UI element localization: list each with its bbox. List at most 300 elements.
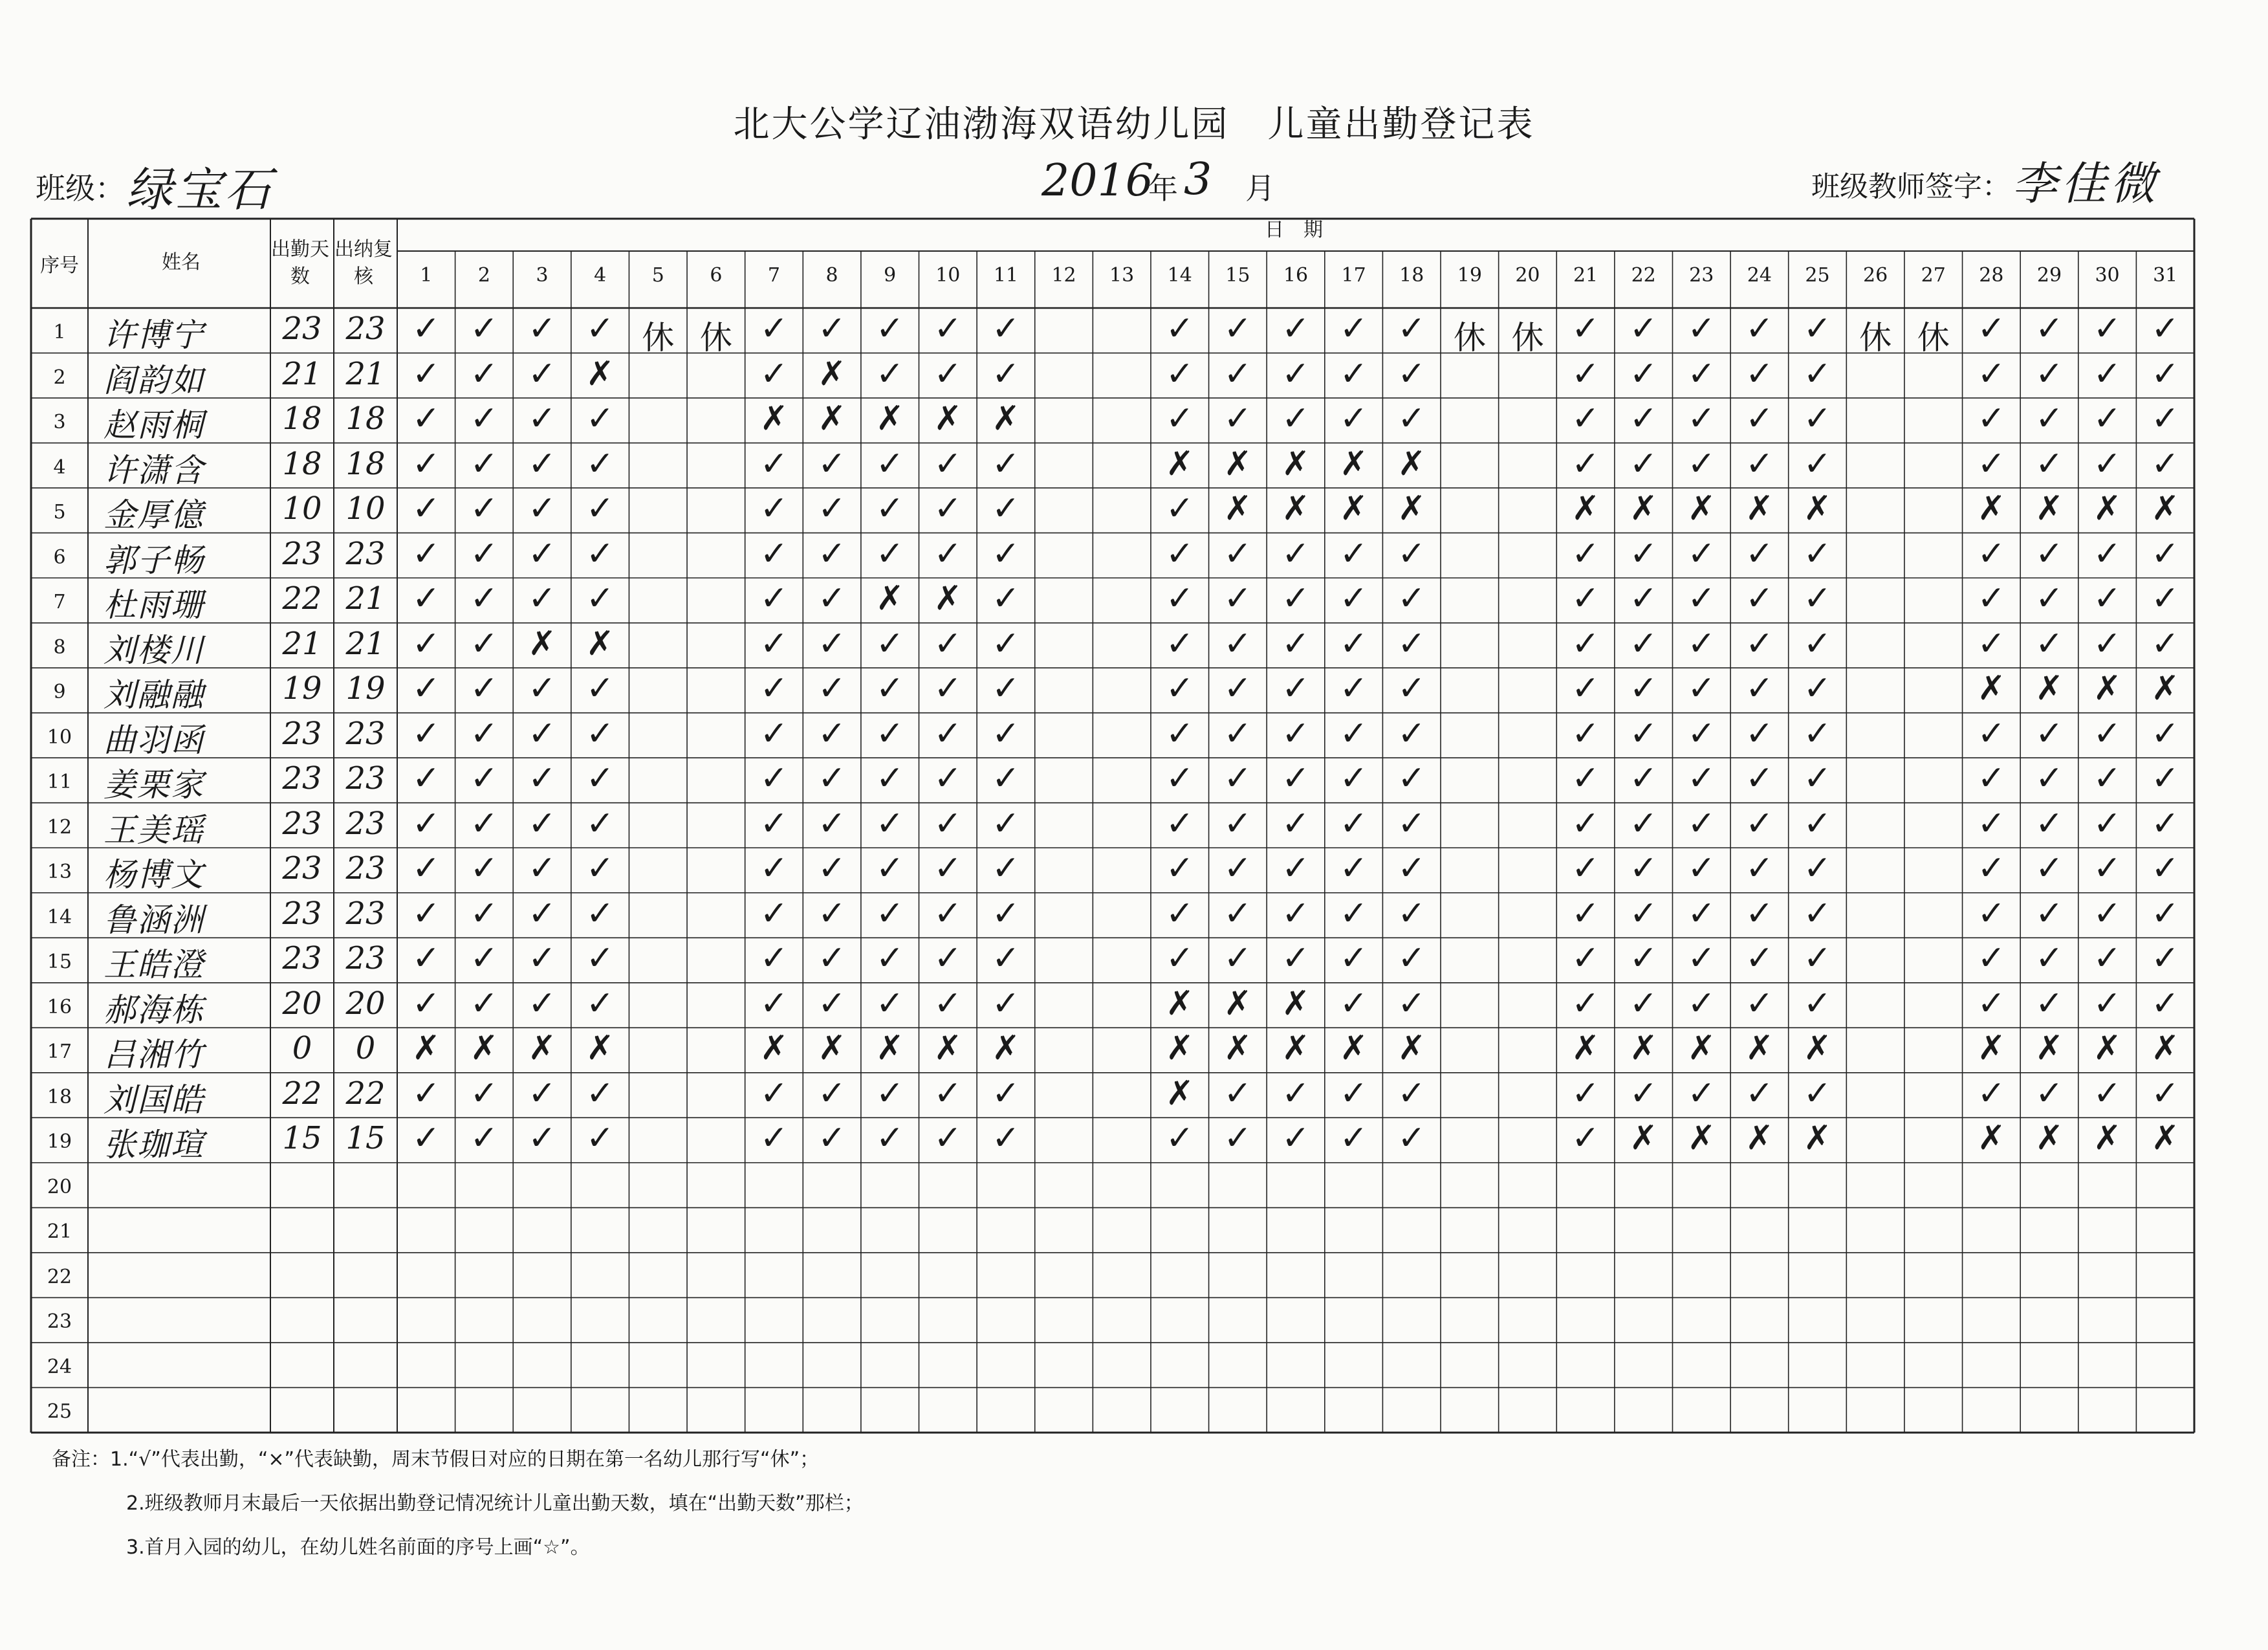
present-check-mark: ✓: [1281, 714, 1310, 753]
day-header: 5: [651, 264, 664, 287]
day-header: 15: [1225, 264, 1250, 287]
attendance-days: 10: [282, 490, 322, 527]
present-check-mark: ✓: [2035, 624, 2064, 663]
student-name: 郝海栋: [104, 991, 204, 1029]
present-check-mark: ✓: [2035, 759, 2064, 798]
student-name: 王美瑶: [104, 811, 204, 849]
present-check-mark: ✓: [470, 849, 499, 888]
class-name: 绿宝石: [126, 162, 274, 217]
present-check-mark: ✓: [1165, 939, 1194, 978]
present-check-mark: ✓: [412, 534, 441, 573]
present-check-mark: ✓: [1803, 939, 1832, 978]
absent-x-mark: ✗: [875, 579, 904, 619]
present-check-mark: ✓: [992, 309, 1020, 348]
present-check-mark: ✓: [875, 849, 904, 888]
absent-x-mark: ✗: [1281, 489, 1310, 529]
present-check-mark: ✓: [585, 309, 615, 348]
review-days: 10: [345, 490, 386, 527]
present-check-mark: ✓: [933, 534, 963, 573]
present-check-mark: ✓: [1339, 759, 1368, 798]
present-check-mark: ✓: [759, 309, 789, 348]
absent-x-mark: ✗: [1223, 489, 1252, 529]
present-check-mark: ✓: [933, 939, 963, 978]
present-check-mark: ✓: [1629, 984, 1658, 1023]
present-check-mark: ✓: [933, 354, 963, 393]
month-value: 3: [1184, 154, 1212, 205]
present-check-mark: ✓: [2035, 849, 2064, 888]
student-name: 杨博文: [104, 856, 204, 894]
absent-x-mark: ✗: [759, 399, 789, 439]
present-check-mark: ✓: [1223, 1119, 1252, 1158]
absent-x-mark: ✗: [1571, 1029, 1600, 1068]
row-seq: 2: [53, 366, 66, 389]
row-seq: 13: [47, 861, 72, 884]
present-check-mark: ✓: [1223, 849, 1252, 888]
absent-x-mark: ✗: [933, 399, 963, 439]
present-check-mark: ✓: [2093, 984, 2122, 1023]
student-name: 金厚億: [104, 496, 204, 534]
present-check-mark: ✓: [992, 1119, 1020, 1158]
student-name: 杜雨珊: [104, 586, 204, 624]
present-check-mark: ✓: [875, 894, 904, 933]
day-header: 24: [1747, 264, 1772, 287]
present-check-mark: ✓: [528, 669, 556, 709]
row-seq: 19: [47, 1130, 72, 1154]
present-check-mark: ✓: [2151, 534, 2179, 573]
present-check-mark: ✓: [1629, 399, 1658, 439]
present-check-mark: ✓: [1745, 759, 1774, 798]
present-check-mark: ✓: [875, 444, 904, 483]
present-check-mark: ✓: [1629, 1073, 1658, 1113]
month-unit: 月: [1245, 171, 1275, 206]
day-header: 13: [1109, 264, 1135, 287]
present-check-mark: ✓: [1165, 399, 1194, 439]
present-check-mark: ✓: [1687, 714, 1716, 753]
row-seq: 10: [47, 725, 72, 749]
review-days: 21: [345, 580, 386, 617]
present-check-mark: ✓: [759, 984, 789, 1023]
day-header: 4: [594, 264, 607, 287]
present-check-mark: ✓: [818, 444, 846, 483]
present-check-mark: ✓: [1977, 624, 2006, 663]
present-check-mark: ✓: [2093, 624, 2122, 663]
present-check-mark: ✓: [1223, 624, 1252, 663]
attendance-days: 23: [282, 311, 322, 347]
present-check-mark: ✓: [1339, 624, 1368, 663]
present-check-mark: ✓: [1687, 759, 1716, 798]
teacher-signature: 李佳微: [2012, 157, 2159, 210]
present-check-mark: ✓: [2093, 759, 2122, 798]
absent-x-mark: ✗: [2151, 1029, 2179, 1068]
row-seq: 9: [53, 681, 66, 704]
absent-x-mark: ✗: [1397, 489, 1426, 529]
present-check-mark: ✓: [1629, 894, 1658, 933]
attendance-days: 23: [282, 895, 322, 932]
absent-x-mark: ✗: [1281, 444, 1310, 483]
day-header: 22: [1631, 264, 1656, 287]
present-check-mark: ✓: [1339, 399, 1368, 439]
absent-x-mark: ✗: [2035, 1029, 2064, 1068]
present-check-mark: ✓: [585, 939, 615, 978]
present-check-mark: ✓: [1397, 534, 1426, 573]
present-check-mark: ✓: [875, 534, 904, 573]
absent-x-mark: ✗: [1687, 489, 1716, 529]
present-check-mark: ✓: [1281, 309, 1310, 348]
present-check-mark: ✓: [2151, 849, 2179, 888]
absent-x-mark: ✗: [2035, 489, 2064, 529]
present-check-mark: ✓: [818, 804, 846, 843]
present-check-mark: ✓: [528, 354, 556, 393]
present-check-mark: ✓: [1745, 444, 1774, 483]
present-check-mark: ✓: [470, 1119, 499, 1158]
present-check-mark: ✓: [1397, 939, 1426, 978]
review-days: 23: [345, 535, 386, 572]
attendance-days: 18: [282, 445, 322, 482]
present-check-mark: ✓: [818, 624, 846, 663]
attendance-days: 15: [282, 1120, 322, 1157]
absent-x-mark: ✗: [2093, 669, 2122, 709]
student-name: 鲁涵洲: [104, 901, 204, 939]
present-check-mark: ✓: [2093, 579, 2122, 619]
present-check-mark: ✓: [875, 804, 904, 843]
absent-x-mark: ✗: [1745, 1119, 1774, 1158]
present-check-mark: ✓: [2035, 354, 2064, 393]
absent-x-mark: ✗: [2151, 1119, 2179, 1158]
present-check-mark: ✓: [1745, 354, 1774, 393]
class-label: 班级：: [36, 171, 125, 206]
present-check-mark: ✓: [1629, 444, 1658, 483]
absent-x-mark: ✗: [992, 399, 1020, 439]
present-check-mark: ✓: [1977, 894, 2006, 933]
absent-x-mark: ✗: [2035, 669, 2064, 709]
absent-x-mark: ✗: [1803, 1029, 1832, 1068]
row-seq: 25: [47, 1400, 72, 1424]
present-check-mark: ✓: [1397, 579, 1426, 619]
student-name: 吕湘竹: [104, 1036, 204, 1074]
review-days: 15: [345, 1120, 386, 1157]
present-check-mark: ✓: [2151, 624, 2179, 663]
day-header: 3: [536, 264, 549, 287]
row-seq: 12: [47, 815, 72, 839]
present-check-mark: ✓: [585, 669, 615, 709]
present-check-mark: ✓: [470, 354, 499, 393]
absent-x-mark: ✗: [1803, 489, 1832, 529]
present-check-mark: ✓: [818, 489, 846, 529]
present-check-mark: ✓: [1571, 534, 1600, 573]
present-check-mark: ✓: [1571, 1073, 1600, 1113]
day-header: 11: [993, 264, 1019, 287]
present-check-mark: ✓: [2151, 309, 2179, 348]
student-name: 曲羽函: [104, 721, 204, 759]
present-check-mark: ✓: [2035, 804, 2064, 843]
review-days: 23: [345, 715, 386, 752]
absent-x-mark: ✗: [759, 1029, 789, 1068]
absent-x-mark: ✗: [1165, 1029, 1194, 1068]
present-check-mark: ✓: [528, 444, 556, 483]
present-check-mark: ✓: [818, 759, 846, 798]
review-days: 0: [355, 1030, 376, 1067]
present-check-mark: ✓: [528, 849, 556, 888]
day-header: 28: [1979, 264, 2004, 287]
present-check-mark: ✓: [1803, 624, 1832, 663]
day-header: 2: [477, 264, 490, 287]
absent-x-mark: ✗: [1629, 489, 1658, 529]
present-check-mark: ✓: [933, 1073, 963, 1113]
attendance-days: 21: [282, 355, 322, 392]
present-check-mark: ✓: [1165, 804, 1194, 843]
present-check-mark: ✓: [1165, 354, 1194, 393]
present-check-mark: ✓: [412, 579, 441, 619]
present-check-mark: ✓: [1339, 669, 1368, 709]
present-check-mark: ✓: [933, 804, 963, 843]
present-check-mark: ✓: [585, 984, 615, 1023]
attendance-days: 18: [282, 401, 322, 437]
present-check-mark: ✓: [528, 984, 556, 1023]
row-seq: 20: [47, 1175, 72, 1198]
present-check-mark: ✓: [759, 759, 789, 798]
present-check-mark: ✓: [992, 849, 1020, 888]
day-header: 16: [1283, 264, 1309, 287]
present-check-mark: ✓: [1339, 939, 1368, 978]
present-check-mark: ✓: [1339, 1119, 1368, 1158]
present-check-mark: ✓: [1397, 309, 1426, 348]
present-check-mark: ✓: [2093, 354, 2122, 393]
present-check-mark: ✓: [412, 399, 441, 439]
present-check-mark: ✓: [1165, 489, 1194, 529]
present-check-mark: ✓: [470, 579, 499, 619]
present-check-mark: ✓: [2035, 399, 2064, 439]
absent-x-mark: ✗: [1977, 1029, 2006, 1068]
present-check-mark: ✓: [1687, 939, 1716, 978]
holiday-mark: 休: [1453, 319, 1486, 357]
present-check-mark: ✓: [585, 1119, 615, 1158]
absent-x-mark: ✗: [1281, 1029, 1310, 1068]
present-check-mark: ✓: [1803, 309, 1832, 348]
present-check-mark: ✓: [1745, 939, 1774, 978]
present-check-mark: ✓: [1803, 849, 1832, 888]
note-1: 备注：1.“√”代表出勤，“×”代表缺勤，周末节假日对应的日期在第一名幼儿那行写“休”；: [52, 1448, 820, 1471]
present-check-mark: ✓: [992, 534, 1020, 573]
present-check-mark: ✓: [1977, 804, 2006, 843]
present-check-mark: ✓: [1803, 444, 1832, 483]
present-check-mark: ✓: [1803, 714, 1832, 753]
present-check-mark: ✓: [992, 579, 1020, 619]
present-check-mark: ✓: [1223, 714, 1252, 753]
present-check-mark: ✓: [1745, 894, 1774, 933]
present-check-mark: ✓: [759, 444, 789, 483]
present-check-mark: ✓: [528, 489, 556, 529]
present-check-mark: ✓: [1571, 579, 1600, 619]
present-check-mark: ✓: [1803, 354, 1832, 393]
present-check-mark: ✓: [1397, 849, 1426, 888]
present-check-mark: ✓: [1745, 1073, 1774, 1113]
present-check-mark: ✓: [1339, 309, 1368, 348]
holiday-mark: 休: [1511, 319, 1544, 357]
present-check-mark: ✓: [1339, 849, 1368, 888]
present-check-mark: ✓: [933, 714, 963, 753]
absent-x-mark: ✗: [1223, 1029, 1252, 1068]
present-check-mark: ✓: [2093, 939, 2122, 978]
present-check-mark: ✓: [470, 804, 499, 843]
present-check-mark: ✓: [1165, 309, 1194, 348]
present-check-mark: ✓: [1977, 714, 2006, 753]
day-header: 1: [420, 264, 433, 287]
present-check-mark: ✓: [933, 624, 963, 663]
present-check-mark: ✓: [1977, 309, 2006, 348]
present-check-mark: ✓: [1223, 939, 1252, 978]
day-header: 14: [1167, 264, 1192, 287]
present-check-mark: ✓: [2151, 984, 2179, 1023]
present-check-mark: ✓: [875, 759, 904, 798]
present-check-mark: ✓: [1281, 939, 1310, 978]
present-check-mark: ✓: [875, 984, 904, 1023]
present-check-mark: ✓: [992, 669, 1020, 709]
present-check-mark: ✓: [585, 489, 615, 529]
absent-x-mark: ✗: [528, 1029, 556, 1068]
present-check-mark: ✓: [1223, 804, 1252, 843]
note-2: 2.班级教师月末最后一天依据出勤登记情况统计儿童出勤天数，填在“出勤天数”那栏；: [126, 1492, 864, 1515]
day-header: 9: [884, 264, 897, 287]
absent-x-mark: ✗: [2035, 1119, 2064, 1158]
student-name: 许潇含: [104, 451, 204, 489]
absent-x-mark: ✗: [1397, 444, 1426, 483]
present-check-mark: ✓: [2151, 759, 2179, 798]
present-check-mark: ✓: [412, 624, 441, 663]
present-check-mark: ✓: [818, 939, 846, 978]
attendance-days: 23: [282, 760, 322, 797]
present-check-mark: ✓: [1629, 624, 1658, 663]
present-check-mark: ✓: [2035, 444, 2064, 483]
present-check-mark: ✓: [412, 804, 441, 843]
present-check-mark: ✓: [1339, 984, 1368, 1023]
present-check-mark: ✓: [1687, 534, 1716, 573]
row-seq: 3: [53, 411, 66, 434]
present-check-mark: ✓: [818, 1073, 846, 1113]
absent-x-mark: ✗: [1629, 1119, 1658, 1158]
present-check-mark: ✓: [1397, 894, 1426, 933]
present-check-mark: ✓: [1281, 354, 1310, 393]
year-unit: 年: [1148, 171, 1178, 206]
present-check-mark: ✓: [759, 939, 789, 978]
absent-x-mark: ✗: [1339, 1029, 1368, 1068]
absent-x-mark: ✗: [2093, 489, 2122, 529]
absent-x-mark: ✗: [818, 354, 846, 393]
present-check-mark: ✓: [1339, 714, 1368, 753]
day-header: 19: [1457, 264, 1482, 287]
absent-x-mark: ✗: [585, 624, 615, 663]
present-check-mark: ✓: [1165, 579, 1194, 619]
day-header: 23: [1689, 264, 1714, 287]
present-check-mark: ✓: [1223, 669, 1252, 709]
absent-x-mark: ✗: [412, 1029, 441, 1068]
absent-x-mark: ✗: [1165, 1073, 1194, 1113]
present-check-mark: ✓: [1571, 1119, 1600, 1158]
holiday-mark: 休: [642, 319, 675, 357]
present-check-mark: ✓: [412, 309, 441, 348]
present-check-mark: ✓: [470, 894, 499, 933]
present-check-mark: ✓: [470, 669, 499, 709]
student-name: 刘融融: [104, 676, 204, 714]
student-name: 郭子畅: [104, 541, 204, 579]
present-check-mark: ✓: [470, 444, 499, 483]
present-check-mark: ✓: [1281, 849, 1310, 888]
present-check-mark: ✓: [412, 939, 441, 978]
row-seq: 18: [47, 1085, 72, 1108]
review-days: 20: [345, 985, 386, 1022]
present-check-mark: ✓: [412, 759, 441, 798]
notes: [52, 1438, 864, 1570]
present-check-mark: ✓: [992, 759, 1020, 798]
present-check-mark: ✓: [1223, 309, 1252, 348]
present-check-mark: ✓: [1339, 579, 1368, 619]
row-seq: 21: [47, 1220, 72, 1244]
col-header-dates: 日 期: [1265, 219, 1323, 241]
present-check-mark: ✓: [818, 894, 846, 933]
present-check-mark: ✓: [2093, 804, 2122, 843]
absent-x-mark: ✗: [470, 1029, 499, 1068]
absent-x-mark: ✗: [1745, 489, 1774, 529]
present-check-mark: ✓: [759, 1073, 789, 1113]
present-check-mark: ✓: [2035, 1073, 2064, 1113]
present-check-mark: ✓: [2151, 894, 2179, 933]
present-check-mark: ✓: [1165, 714, 1194, 753]
present-check-mark: ✓: [1745, 714, 1774, 753]
present-check-mark: ✓: [1339, 804, 1368, 843]
present-check-mark: ✓: [933, 669, 963, 709]
present-check-mark: ✓: [2093, 894, 2122, 933]
present-check-mark: ✓: [1571, 894, 1600, 933]
day-header: 6: [710, 264, 723, 287]
present-check-mark: ✓: [412, 1073, 441, 1113]
present-check-mark: ✓: [1629, 579, 1658, 619]
absent-x-mark: ✗: [818, 399, 846, 439]
day-header: 10: [935, 264, 961, 287]
present-check-mark: ✓: [992, 354, 1020, 393]
page-title: 北大公学辽油渤海双语幼儿园 儿童出勤登记表: [733, 104, 1535, 146]
present-check-mark: ✓: [1977, 399, 2006, 439]
present-check-mark: ✓: [2035, 984, 2064, 1023]
present-check-mark: ✓: [1629, 309, 1658, 348]
day-header: 20: [1515, 264, 1540, 287]
present-check-mark: ✓: [933, 894, 963, 933]
present-check-mark: ✓: [2035, 714, 2064, 753]
present-check-mark: ✓: [1687, 624, 1716, 663]
teacher-sign-label: 班级教师签字：: [1811, 170, 2011, 203]
present-check-mark: ✓: [1397, 984, 1426, 1023]
present-check-mark: ✓: [1803, 984, 1832, 1023]
present-check-mark: ✓: [1339, 1073, 1368, 1113]
absent-x-mark: ✗: [1339, 444, 1368, 483]
present-check-mark: ✓: [1977, 984, 2006, 1023]
present-check-mark: ✓: [1223, 1073, 1252, 1113]
present-check-mark: ✓: [412, 1119, 441, 1158]
row-seq: 15: [47, 951, 72, 974]
present-check-mark: ✓: [1397, 1119, 1426, 1158]
row-seq: 14: [47, 905, 72, 929]
absent-x-mark: ✗: [1687, 1029, 1716, 1068]
day-header: 8: [825, 264, 838, 287]
present-check-mark: ✓: [1629, 804, 1658, 843]
absent-x-mark: ✗: [875, 1029, 904, 1068]
present-check-mark: ✓: [2151, 1073, 2179, 1113]
absent-x-mark: ✗: [1977, 1119, 2006, 1158]
present-check-mark: ✓: [1803, 579, 1832, 619]
present-check-mark: ✓: [412, 849, 441, 888]
present-check-mark: ✓: [528, 1073, 556, 1113]
present-check-mark: ✓: [412, 984, 441, 1023]
day-header: 18: [1399, 264, 1424, 287]
present-check-mark: ✓: [992, 984, 1020, 1023]
